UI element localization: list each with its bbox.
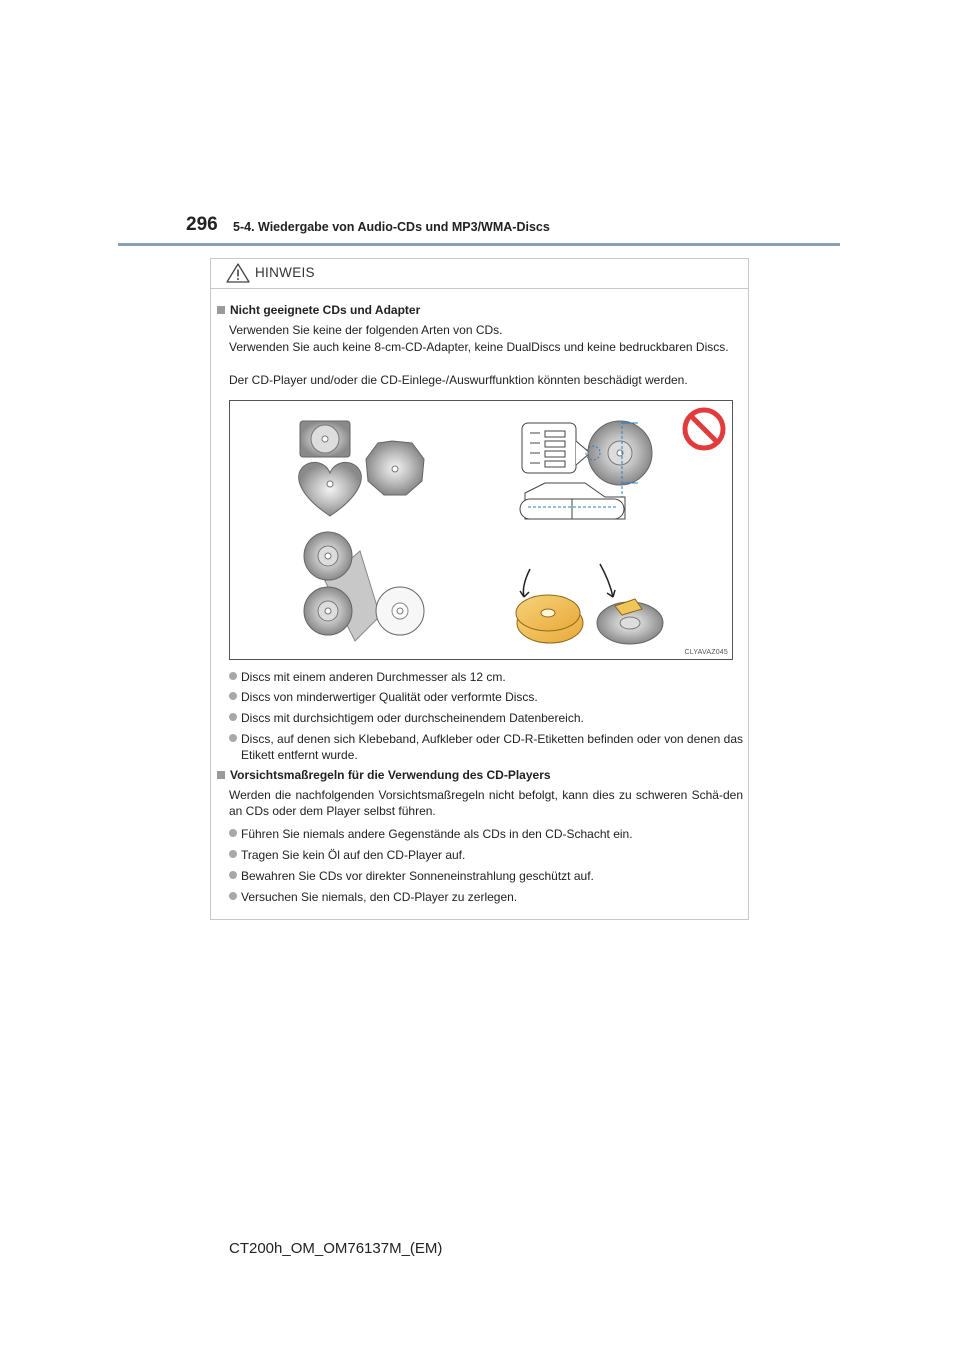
square-disc-icon	[300, 421, 350, 457]
bullet-dot-icon	[229, 871, 237, 879]
bullet-dot-icon	[229, 713, 237, 721]
disc-edge-detail-icon	[520, 421, 652, 519]
list-item	[229, 731, 743, 763]
bullet-dot-icon	[229, 672, 237, 680]
bullet-dot-icon	[229, 829, 237, 837]
prohibited-icon	[685, 410, 723, 448]
section-title: 5-4. Wiedergabe von Audio-CDs und MP3/WMA-Discs	[233, 220, 550, 234]
list-item-text: Führen Sie niemals andere Gegenstände als CDs in den CD-Schacht ein.	[241, 827, 633, 841]
subheading-text: Nicht geeignete CDs und Adapter	[230, 303, 421, 317]
polygon-disc-icon	[366, 441, 424, 495]
subheading-cd-player-precautions	[217, 768, 551, 782]
warning-triangle-icon	[226, 263, 250, 283]
page-header	[186, 214, 786, 244]
heart-disc-icon	[299, 462, 362, 516]
list-item	[229, 710, 743, 726]
list-item	[229, 669, 743, 685]
subheading-text: Vorsichtsmaßregeln für die Verwendung des CD-Players	[230, 768, 551, 782]
notice-title: HINWEIS	[255, 265, 315, 280]
adapter-disc-icon	[304, 532, 424, 641]
list-item-text: Versuchen Sie niemals, den CD-Player zu zerlegen.	[241, 890, 518, 904]
list-item-text: Discs mit durchsichtigem oder durchscheinendem Datenbereich.	[241, 711, 584, 725]
list-item-text: Discs von minderwertiger Qualität oder verformte Discs.	[241, 690, 538, 704]
warped-disc-icon	[516, 569, 583, 643]
document-code-footer: CT200h_OM_OM76137M_(EM)	[229, 1240, 443, 1257]
list-item-text: Discs mit einem anderen Durchmesser als 12 cm.	[241, 670, 506, 684]
square-bullet-icon	[217, 771, 225, 779]
figure-code: CLYAVAZ045	[684, 649, 728, 656]
subheading-unsuitable-cds	[217, 303, 420, 317]
list-item-text: Discs, auf denen sich Klebeband, Aufkleber oder CD-R-Etiketten befinden oder von denen das Etikett entfernt wurde.	[241, 732, 743, 762]
square-bullet-icon	[217, 306, 225, 314]
paragraph: Werden die nachfolgenden Vorsichtsmaßregeln nicht befolgt, kann dies zu schweren Schä-den an CDs oder dem Player selbst führen.	[229, 788, 743, 818]
paragraph: Verwenden Sie auch keine 8-cm-CD-Adapter, keine DualDiscs und keine bedruckbaren Discs.	[229, 340, 729, 354]
paragraph: Verwenden Sie keine der folgenden Arten von CDs.	[229, 323, 503, 337]
unsuitable-discs-figure	[229, 400, 733, 660]
list-item	[229, 847, 743, 863]
list-item	[229, 826, 743, 842]
bullet-dot-icon	[229, 850, 237, 858]
list-item	[229, 889, 743, 905]
page-number: 296	[186, 214, 218, 235]
notice-header	[211, 259, 748, 289]
header-rule	[118, 243, 840, 246]
paragraph: Der CD-Player und/oder die CD-Einlege-/Auswurffunktion könnten beschädigt werden.	[229, 373, 688, 387]
list-item-text: Bewahren Sie CDs vor direkter Sonneneinstrahlung geschützt auf.	[241, 869, 594, 883]
list-item	[229, 868, 743, 884]
labeled-disc-icon	[597, 564, 663, 644]
notice-box	[210, 258, 749, 920]
bullet-dot-icon	[229, 692, 237, 700]
list-item	[229, 689, 743, 705]
discs-illustration	[230, 401, 732, 659]
bullet-dot-icon	[229, 892, 237, 900]
list-item-text: Tragen Sie kein Öl auf den CD-Player auf.	[241, 848, 466, 862]
bullet-dot-icon	[229, 734, 237, 742]
